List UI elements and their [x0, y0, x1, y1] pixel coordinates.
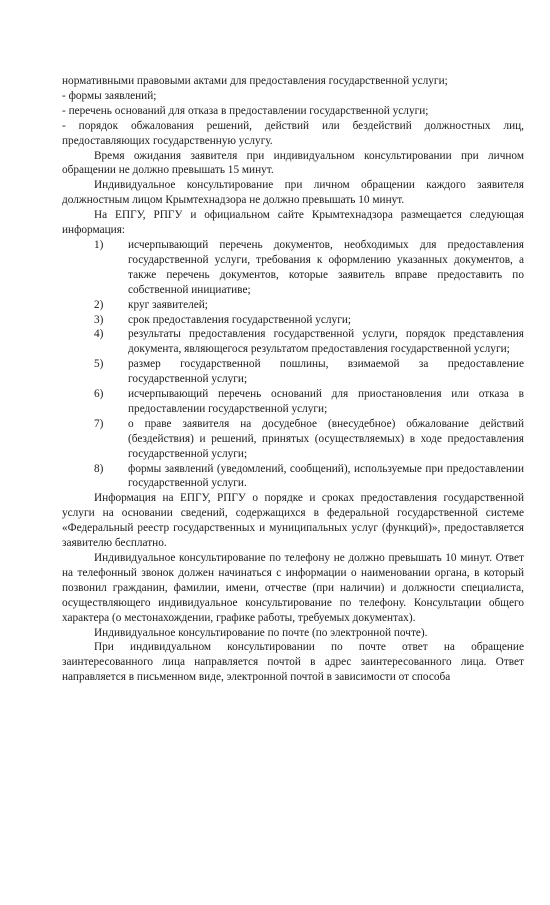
list-item-text: размер государственной пошлины, взимаемой за предоставление государственной услуги;: [128, 358, 524, 386]
list-item-text: срок предоставления государственной услуги;: [128, 313, 352, 326]
list-item-text: результаты предоставления государственной услуги, порядок представления документа, являющегося результатом предоставления государственной услуги;: [128, 328, 524, 356]
paragraph: При индивидуальном консультировании по почте ответ на обращение заинтересованного лица направляется почтой в адрес заинтересованного лица. Ответ направляется в письменном виде, электронной почтой в зависимости от способа: [62, 641, 524, 684]
paragraph: - формы заявлений;: [62, 89, 157, 102]
list-item-number: 2): [94, 298, 104, 311]
list-item: [62, 298, 524, 313]
paragraph: Индивидуальное консультирование по почте (по электронной почте).: [94, 626, 428, 639]
list-item-number: 1): [94, 238, 104, 251]
list-item: [62, 462, 524, 492]
list-item-number: 3): [94, 313, 104, 326]
paragraph: - перечень оснований для отказа в предоставлении государственной услуги;: [62, 104, 429, 117]
paragraph: Время ожидания заявителя при индивидуальном консультировании при личном обращении не должно превышать 15 минут.: [62, 149, 524, 177]
paragraph: Индивидуальное консультирование при личном обращении каждого заявителя должностным лицом Крымтехнадзора не должно превышать 10 минут.: [62, 179, 524, 207]
list-item-text: исчерпывающий перечень документов, необходимых для предоставления государственной услуги, требования к оформлению указанных документов, а также перечень документов, которые заявитель вправе предоставить по собственной инициативе;: [128, 238, 524, 296]
paragraph: Индивидуальное консультирование по телефону не должно превышать 10 минут. Ответ на телефонный звонок должен начинаться с информации о наименовании органа, в который позвонил гражданин, фамилии, имени, отчестве (при наличии) и должности специалиста, осуществляющего индивидуальное консультирование по телефону. Консультации общего характера (о местонахождении, графике работы, требуемых документах).: [62, 552, 524, 624]
list-item-number: 5): [94, 358, 104, 371]
list-item-text: о праве заявителя на досудебное (внесудебное) обжалование действий (бездействия) и решений, принятых (осуществляемых) в ходе предоставления государственной услуги;: [128, 417, 524, 460]
document-page: [62, 74, 524, 685]
list-item: [62, 417, 524, 462]
list-item: [62, 327, 524, 357]
list-item-number: 6): [94, 388, 104, 401]
list-item: [62, 387, 524, 417]
list-item: [62, 238, 524, 298]
paragraph: нормативными правовыми актами для предоставления государственной услуги;: [62, 75, 448, 87]
list-item: [62, 357, 524, 387]
list-item-text: формы заявлений (уведомлений, сообщений), используемые при предоставлении государственной услуги.: [128, 462, 524, 490]
list-item-number: 4): [94, 328, 104, 341]
paragraph: - порядок обжалования решений, действий или бездействий должностных лиц, предоставляющих государственную услугу.: [62, 119, 524, 147]
list-item-number: 7): [94, 417, 104, 430]
paragraph: На ЕПГУ, РПГУ и официальном сайте Крымтехнадзора размещается следующая информация:: [62, 209, 524, 237]
list-item: [62, 313, 524, 328]
list-item-text: круг заявителей;: [128, 298, 208, 311]
paragraph: Информация на ЕПГУ, РПГУ о порядке и сроках предоставления государственной услуги на основании сведений, содержащихся в федеральной государственной системе «Федеральный реестр государственных и муниципальных услуг (функций)», предоставляется заявителю бесплатно.: [62, 492, 524, 550]
list-item-text: исчерпывающий перечень оснований для приостановления или отказа в предоставлении государственной услуги;: [128, 388, 524, 415]
list-item-number: 8): [94, 462, 104, 475]
